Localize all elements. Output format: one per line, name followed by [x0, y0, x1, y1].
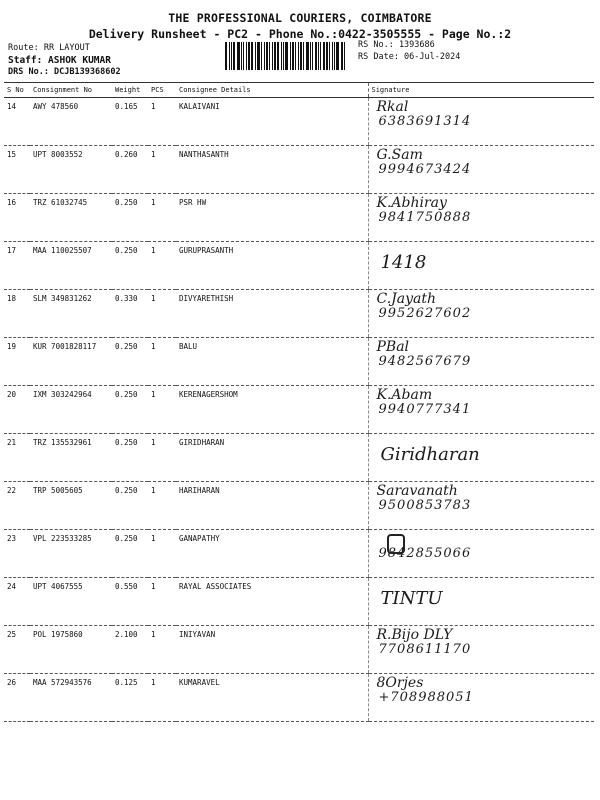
rs-date: RS Date: 06-Jul-2024	[358, 52, 461, 62]
signature-name: G.Sam	[376, 147, 423, 163]
signature-phone: 9994673424	[378, 162, 472, 177]
row-signature	[368, 290, 594, 338]
row-consignee: HARIHARAN	[176, 482, 368, 530]
signature-name: Giridharan	[380, 444, 480, 465]
row-signature	[368, 146, 594, 194]
row-consignment-no: IXM 303242964	[30, 386, 112, 434]
route-label: Route: RR LAYOUT	[8, 43, 90, 53]
table-row	[4, 434, 594, 482]
signature-name: TINTU	[380, 588, 443, 609]
row-consignment-no: TRZ 61032745	[30, 194, 112, 242]
row-weight: 0.250	[112, 194, 148, 242]
runsheet-title: Delivery Runsheet - PC2 - Phone No.:0422-3505555 - Page No.:2	[88, 27, 512, 41]
signature-phone: 9500853783	[378, 498, 472, 513]
row-sno: 16	[4, 194, 30, 242]
row-pcs: 1	[148, 626, 176, 674]
row-sno: 24	[4, 578, 30, 626]
row-consignee: KUMARAVEL	[176, 674, 368, 722]
row-sno: 20	[4, 386, 30, 434]
row-sno: 23	[4, 530, 30, 578]
row-consignment-no: SLM 349831262	[30, 290, 112, 338]
signature-name: K.Abhiray	[376, 195, 447, 211]
signature-name: Rkal	[376, 99, 409, 115]
row-signature	[368, 530, 594, 578]
table-row	[4, 482, 594, 530]
row-sno: 21	[4, 434, 30, 482]
table-row	[4, 242, 594, 290]
row-consignee: RAYAL ASSOCIATES	[176, 578, 368, 626]
row-sno: 17	[4, 242, 30, 290]
signature-name: PBal	[376, 339, 410, 355]
signature-name: C.Jayath	[376, 291, 437, 307]
signature-name: R.Bijo DLY	[376, 627, 453, 643]
row-consignment-no: TRP 5005605	[30, 482, 112, 530]
signature-name: Saravanath	[376, 483, 458, 499]
table-row	[4, 290, 594, 338]
row-pcs: 1	[148, 530, 176, 578]
row-sno: 15	[4, 146, 30, 194]
table-row	[4, 674, 594, 722]
barcode	[225, 42, 353, 70]
row-weight: 0.250	[112, 530, 148, 578]
row-signature	[368, 386, 594, 434]
row-pcs: 1	[148, 146, 176, 194]
row-consignment-no: MAA 572943576	[30, 674, 112, 722]
row-pcs: 1	[148, 98, 176, 146]
table-row	[4, 194, 594, 242]
row-weight: 0.250	[112, 434, 148, 482]
row-pcs: 1	[148, 674, 176, 722]
row-signature	[368, 674, 594, 722]
row-signature	[368, 578, 594, 626]
row-consignee: GANAPATHY	[176, 530, 368, 578]
table-row	[4, 386, 594, 434]
row-sno: 26	[4, 674, 30, 722]
row-weight: 0.125	[112, 674, 148, 722]
staff-label: Staff: ASHOK KUMAR	[8, 55, 111, 66]
row-signature	[368, 626, 594, 674]
row-sno: 14	[4, 98, 30, 146]
row-consignment-no: MAA 110025507	[30, 242, 112, 290]
row-pcs: 1	[148, 434, 176, 482]
col-signature: Signature	[368, 83, 594, 98]
rs-number: RS No.: 1393686	[358, 40, 435, 50]
row-pcs: 1	[148, 578, 176, 626]
signature-phone: 9842855066	[378, 546, 472, 561]
table-row	[4, 530, 594, 578]
signature-mark	[387, 534, 405, 554]
row-pcs: 1	[148, 194, 176, 242]
drs-label: DRS No.: DCJB139368602	[8, 67, 121, 77]
signature-phone: 9940777341	[378, 402, 472, 417]
col-consignment: Consignment No	[30, 83, 112, 98]
signature-phone: +708988051	[378, 690, 474, 705]
table-row	[4, 98, 594, 146]
row-pcs: 1	[148, 290, 176, 338]
table-header	[4, 83, 594, 98]
table-row	[4, 578, 594, 626]
table-row	[4, 146, 594, 194]
row-consignment-no: POL 1975860	[30, 626, 112, 674]
row-consignee: GIRIDHARAN	[176, 434, 368, 482]
col-pcs: PCS	[148, 83, 176, 98]
row-pcs: 1	[148, 242, 176, 290]
col-sno: S No	[4, 83, 30, 98]
row-sno: 22	[4, 482, 30, 530]
signature-phone: 9482567679	[378, 354, 472, 369]
row-consignment-no: KUR 7001828117	[30, 338, 112, 386]
row-consignee: INIYAVAN	[176, 626, 368, 674]
signature-name: K.Abam	[376, 387, 433, 403]
company-title: THE PROFESSIONAL COURIERS, COIMBATORE	[168, 11, 432, 25]
row-consignment-no: UPT 4067555	[30, 578, 112, 626]
row-consignee: NANTHASANTH	[176, 146, 368, 194]
row-consignment-no: VPL 223533285	[30, 530, 112, 578]
row-consignee: DIVYARETHISH	[176, 290, 368, 338]
row-signature	[368, 434, 594, 482]
row-consignee: GURUPRASANTH	[176, 242, 368, 290]
row-pcs: 1	[148, 482, 176, 530]
row-weight: 0.250	[112, 386, 148, 434]
signature-name: 8Orjes	[376, 675, 424, 691]
col-weight: Weight	[112, 83, 148, 98]
row-sno: 18	[4, 290, 30, 338]
row-consignee: BALU	[176, 338, 368, 386]
row-weight: 0.550	[112, 578, 148, 626]
row-signature	[368, 194, 594, 242]
row-pcs: 1	[148, 386, 176, 434]
row-signature	[368, 338, 594, 386]
signature-phone: 7708611170	[378, 642, 472, 657]
row-weight: 0.250	[112, 482, 148, 530]
signature-phone: 9952627602	[378, 306, 472, 321]
col-consignee: Consignee Details	[176, 83, 368, 98]
row-weight: 0.165	[112, 98, 148, 146]
row-consignment-no: AWY 478560	[30, 98, 112, 146]
signature-phone: 6383691314	[378, 114, 472, 129]
row-weight: 0.250	[112, 242, 148, 290]
table-row	[4, 626, 594, 674]
row-sno: 19	[4, 338, 30, 386]
table-row	[4, 338, 594, 386]
signature-phone: 9841750888	[378, 210, 472, 225]
row-pcs: 1	[148, 338, 176, 386]
row-weight: 0.250	[112, 338, 148, 386]
row-consignee: KERENAGERSHOM	[176, 386, 368, 434]
row-consignment-no: TRZ 135532961	[30, 434, 112, 482]
row-signature	[368, 242, 594, 290]
row-signature	[368, 98, 594, 146]
row-weight: 2.100	[112, 626, 148, 674]
row-sno: 25	[4, 626, 30, 674]
row-signature	[368, 482, 594, 530]
row-consignee: KALAIVANI	[176, 98, 368, 146]
row-consignment-no: UPT 8003552	[30, 146, 112, 194]
row-consignee: PSR HW	[176, 194, 368, 242]
row-weight: 0.260	[112, 146, 148, 194]
row-weight: 0.330	[112, 290, 148, 338]
runsheet-table	[4, 82, 594, 722]
signature-name: 1418	[380, 252, 427, 273]
